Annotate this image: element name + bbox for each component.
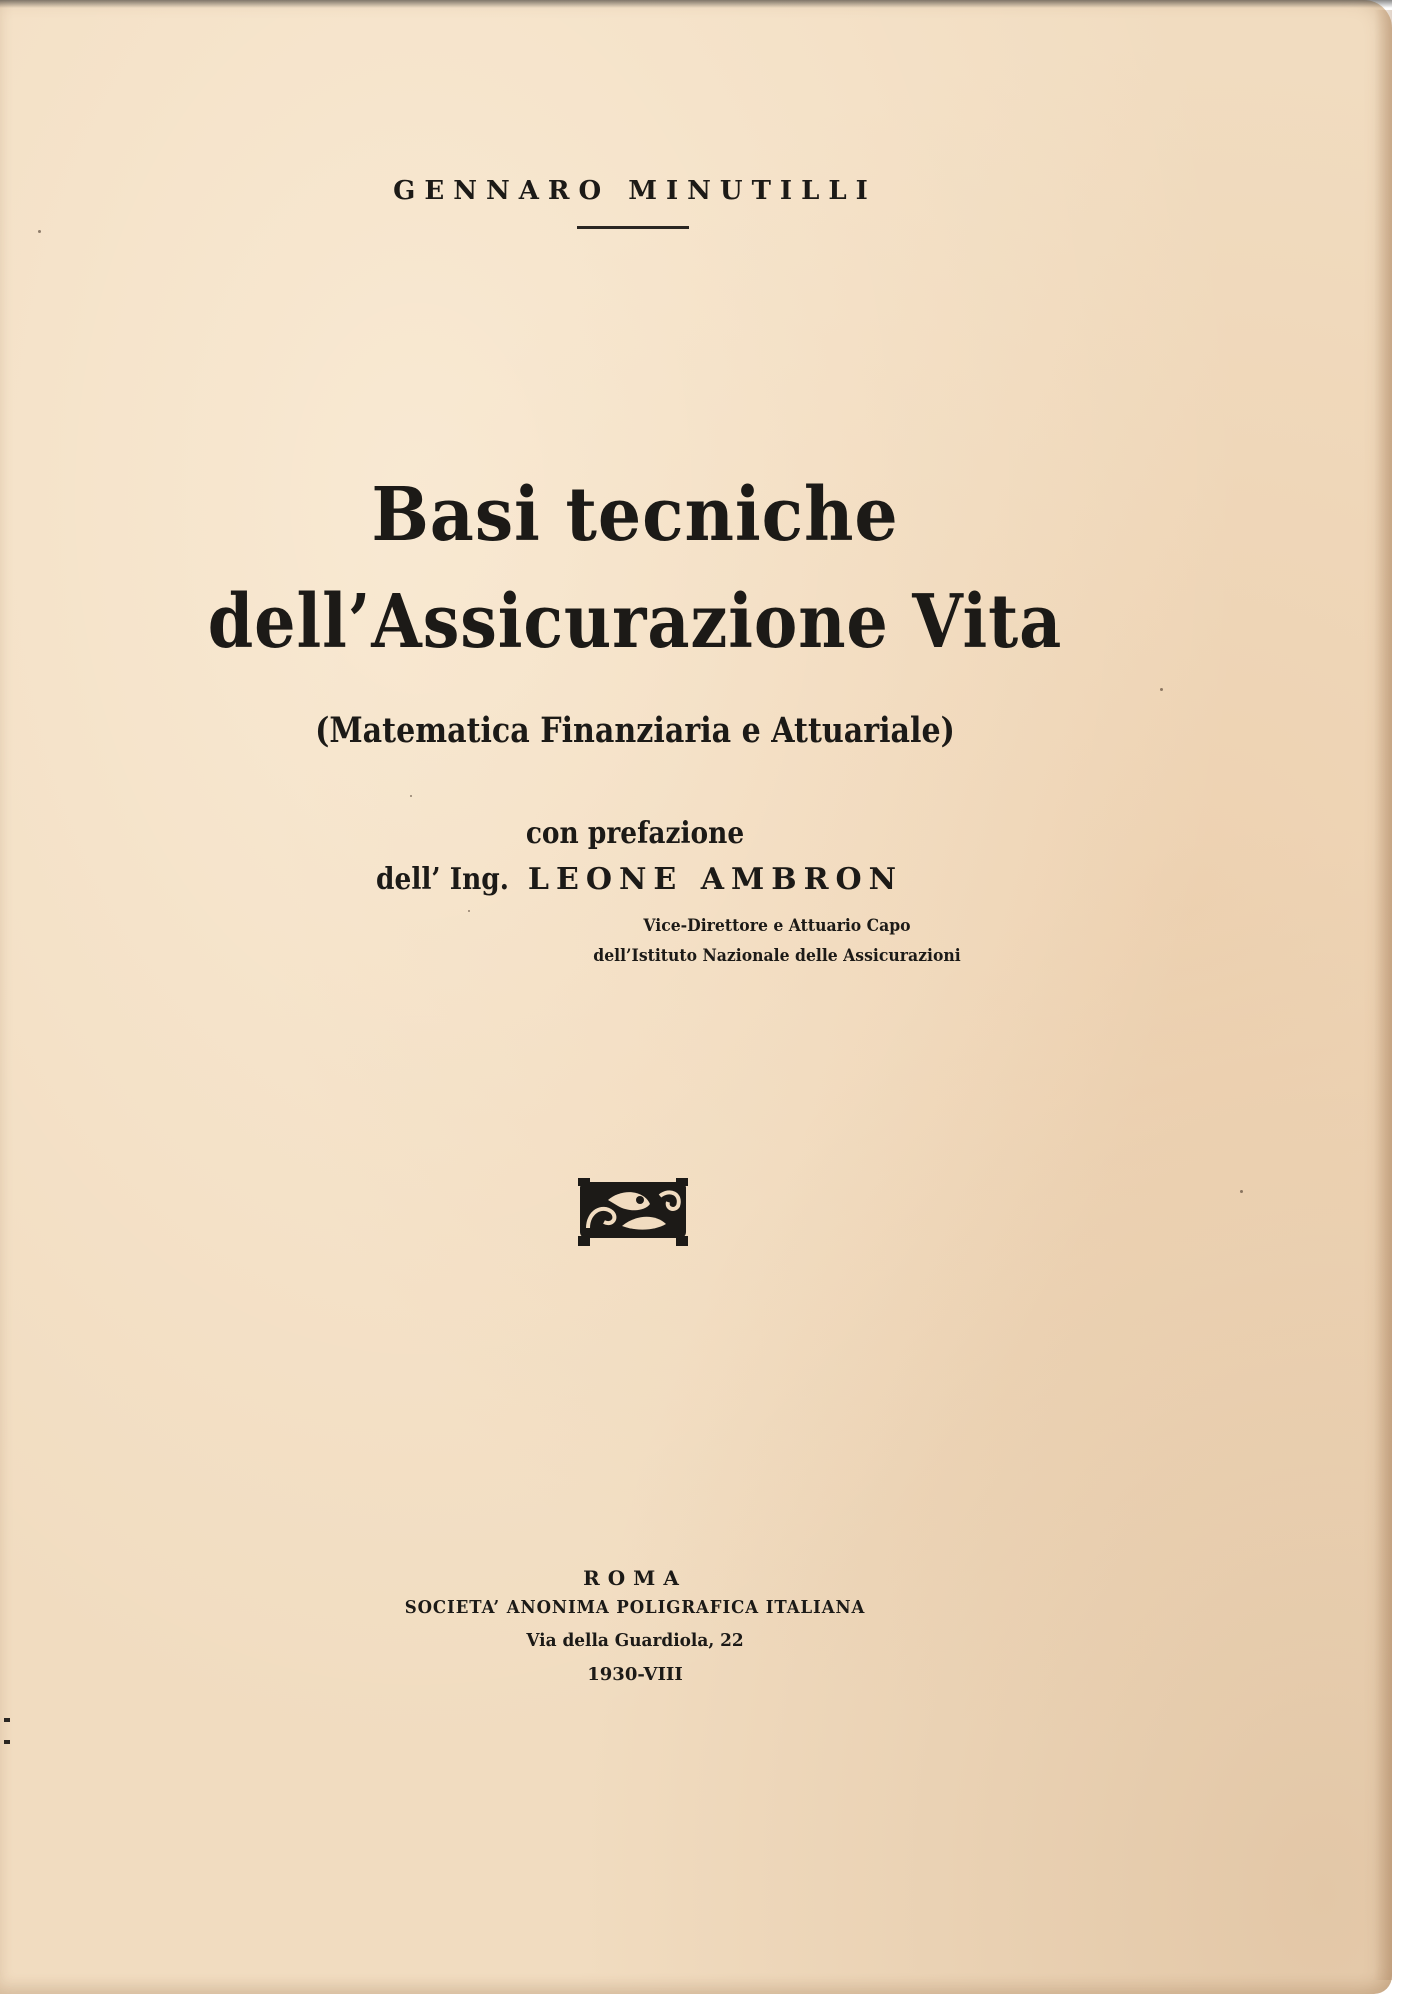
- preface-author-line: [0, 862, 1270, 897]
- imprint-city: ROMA: [583, 1566, 687, 1590]
- cover-right-edge: [1374, 10, 1392, 1980]
- author-name: GENNARO MINUTILLI: [393, 176, 877, 206]
- preface-author-role-2: dell’Istituto Nazionale delle Assicurazioni: [593, 946, 961, 966]
- art-nouveau-ornament-icon: [578, 1178, 688, 1248]
- imprint-publisher: SOCIETA’ ANONIMA POLIGRAFICA ITALIANA: [404, 1597, 866, 1618]
- paper-speck: [410, 795, 412, 797]
- paper-speck: [468, 910, 470, 912]
- imprint-address: Via della Guardiola, 22: [526, 1630, 744, 1651]
- paper-speck: [38, 230, 41, 233]
- title-line-1: Basi tecniche: [371, 472, 899, 558]
- preface-author-name: LEONE AMBRON: [527, 862, 904, 897]
- subtitle: (Matematica Finanziaria e Attuariale): [315, 710, 955, 751]
- cover-top-edge: [0, 0, 1392, 8]
- paper-speck: [1160, 688, 1163, 691]
- preface-author-role-1: Vice-Direttore e Attuario Capo: [643, 916, 911, 936]
- edge-mark: [4, 1718, 10, 1722]
- edge-mark: [4, 1740, 10, 1744]
- title-line-2: dell’Assicurazione Vita: [207, 579, 1063, 665]
- author-divider: [577, 226, 689, 229]
- preface-intro: con prefazione: [525, 816, 745, 851]
- paper-speck: [1240, 1190, 1243, 1193]
- preface-prefix: dell’ Ing.: [375, 862, 509, 897]
- imprint-year: 1930-VIII: [587, 1664, 683, 1685]
